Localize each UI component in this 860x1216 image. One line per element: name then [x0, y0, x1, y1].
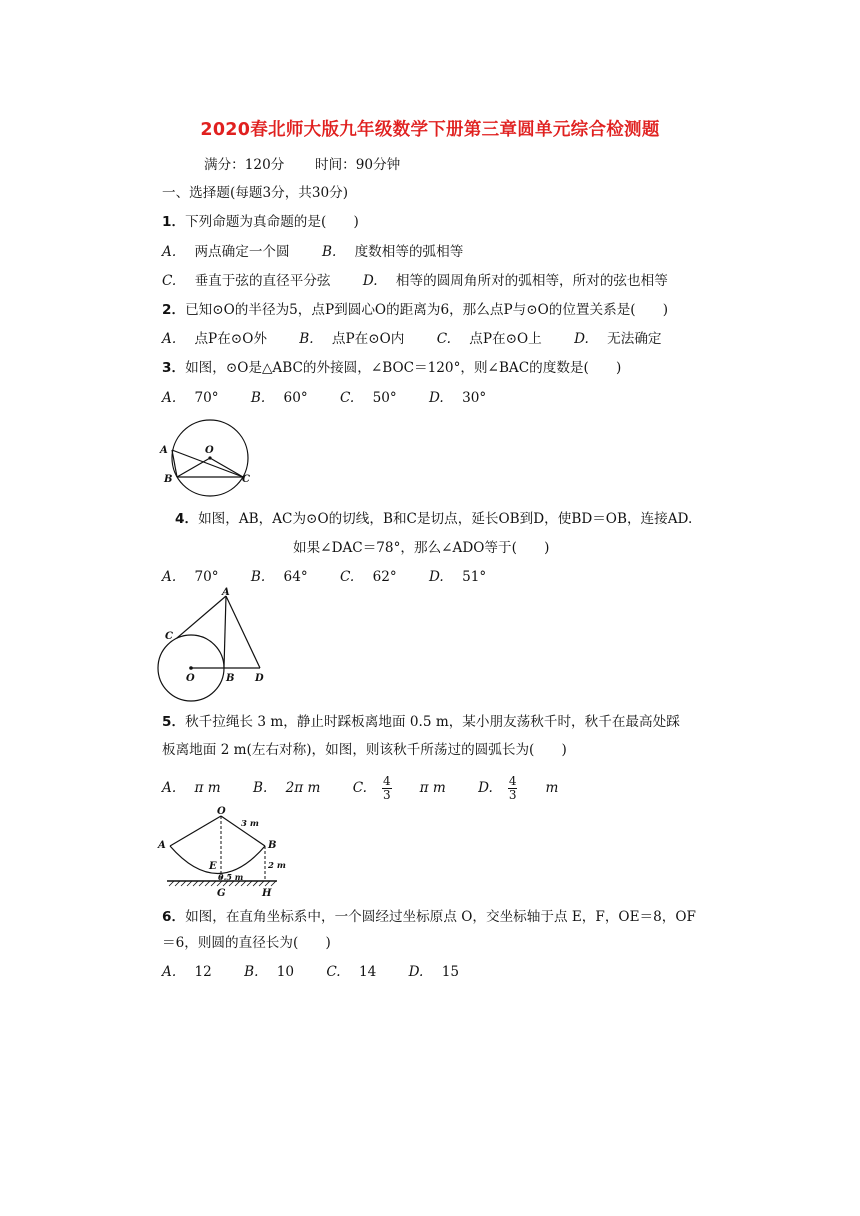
- q3-option-d: D. 30°: [429, 390, 487, 406]
- segment-ad: [226, 596, 260, 668]
- q6-options: [162, 962, 487, 982]
- question-6: [162, 907, 696, 927]
- question-number: 4．: [175, 511, 199, 527]
- question-text: 如图，在直角坐标系中，一个圆经过坐标原点 O，交坐标轴于点 E，F，OE＝8，OF: [185, 909, 696, 925]
- fraction: $\frac{4}{3}$: [508, 774, 517, 802]
- q1-option-a: A. 两点确定一个圆: [162, 244, 290, 260]
- label-a: A: [158, 840, 166, 851]
- q4-figure: [155, 588, 275, 703]
- point-o: [208, 456, 211, 459]
- q4-option-a: A. 70°: [162, 569, 219, 585]
- q5-option-c: C. $\frac{4}{3}$ π m: [352, 774, 446, 802]
- q3-options: [162, 388, 514, 408]
- q2-option-a: A. 点P在⊙O外: [162, 331, 267, 347]
- q1-option-b: B. 度数相等的弧相等: [321, 244, 464, 260]
- q3-option-a: A. 70°: [162, 390, 219, 406]
- question-number: 5．: [162, 714, 186, 730]
- point-o: [189, 666, 193, 670]
- exam-meta: [204, 155, 400, 175]
- q2-option-b: B. 点P在⊙O内: [299, 331, 405, 347]
- q2-option-d: D. 无法确定: [574, 331, 662, 347]
- swing-arc: [170, 846, 265, 874]
- q4-option-b: B. 64°: [250, 569, 308, 585]
- question-text: 如图，⊙O是△ABC的外接圆，∠BOC＝120°，则∠BAC的度数是( ): [185, 360, 622, 376]
- full-score: 满分：120分: [204, 157, 285, 173]
- question-6-line-2: ＝6，则圆的直径长为( ): [162, 935, 331, 951]
- time-limit: 时间：90分钟: [314, 157, 401, 173]
- question-2: [162, 300, 668, 320]
- label-d: D: [255, 673, 264, 684]
- question-text: 秋千拉绳长 3 m，静止时踩板离地面 0.5 m，某小朋友荡秋千时，秋千在最高处踩: [185, 714, 680, 730]
- segment-ab: [224, 596, 226, 668]
- q4-option-c: C. 62°: [339, 569, 397, 585]
- q6-option-d: D. 15: [408, 964, 459, 980]
- section-heading: 一、选择题(每题3分，共30分): [162, 185, 349, 201]
- label-e: E: [209, 861, 217, 872]
- label-base: 0.5 m: [218, 872, 244, 882]
- question-text: 下列命题为真命题的是( ): [185, 214, 359, 230]
- q5-option-b: B. 2π m: [252, 780, 321, 796]
- label-h: H: [262, 888, 272, 899]
- q1-option-c: C. 垂直于弦的直径平分弦: [162, 273, 331, 289]
- question-number: 6．: [162, 909, 186, 925]
- q5-options: [162, 773, 586, 803]
- q3-figure: [155, 415, 265, 500]
- segment-ac: [177, 596, 226, 638]
- label-o: O: [217, 806, 226, 817]
- q2-option-c: C. 点P在⊙O上: [436, 331, 542, 347]
- q4-options: [162, 567, 514, 587]
- question-4-line-2: 如果∠DAC＝78°，那么∠ADO等于( ): [293, 540, 550, 556]
- label-c: C: [165, 631, 173, 642]
- label-b: B: [268, 840, 277, 851]
- segment-oc: [210, 458, 243, 477]
- document-title: 2020春北师大版九年级数学下册第三章圆单元综合检测题: [200, 120, 660, 140]
- label-b: B: [226, 673, 235, 684]
- label-a: A: [222, 587, 230, 598]
- q6-option-c: C. 14: [326, 964, 377, 980]
- label-height: 2 m: [268, 861, 286, 871]
- label-c: C: [242, 474, 250, 485]
- q5-option-a: A. π m: [162, 780, 221, 796]
- q6-option-a: A. 12: [162, 964, 212, 980]
- q1-option-d: D. 相等的圆周角所对的弧相等，所对的弦也相等: [362, 273, 668, 289]
- question-text: 已知⊙O的半径为5，点P到圆心O的距离为6，那么点P与⊙O的位置关系是( ): [185, 302, 669, 318]
- label-g: G: [217, 888, 226, 899]
- rope-oa: [170, 816, 221, 846]
- question-5-line-2: 板离地面 2 m(左右对称)，如图，则该秋千所荡过的圆弧长为( ): [162, 742, 567, 758]
- fraction: $\frac{4}{3}$: [382, 774, 391, 802]
- question-number: 1．: [162, 214, 186, 230]
- question-number: 3．: [162, 360, 186, 376]
- label-b: B: [164, 474, 173, 485]
- q3-option-b: B. 60°: [250, 390, 308, 406]
- q2-options: [162, 329, 690, 349]
- question-3: [162, 358, 621, 378]
- q1-options-row-2: [162, 271, 696, 291]
- question-text: 如图，AB，AC为⊙O的切线，B和C是切点，延长OB到D，使BD＝OB，连接AD.: [198, 511, 693, 527]
- q3-option-c: C. 50°: [339, 390, 397, 406]
- segment-ob: [177, 458, 210, 477]
- q4-option-d: D. 51°: [429, 569, 487, 585]
- question-1: [162, 212, 359, 232]
- q1-options-row-1: [162, 242, 491, 262]
- label-o: O: [186, 673, 195, 684]
- question-5: [162, 712, 680, 732]
- question-4: [175, 509, 692, 529]
- label-a: A: [160, 445, 168, 456]
- q5-figure: [155, 806, 295, 898]
- q6-option-b: B. 10: [244, 964, 295, 980]
- label-rope: 3 m: [241, 819, 259, 829]
- label-o: O: [205, 445, 214, 456]
- question-number: 2．: [162, 302, 186, 318]
- q5-option-d: D. $\frac{4}{3}$ m: [478, 774, 559, 802]
